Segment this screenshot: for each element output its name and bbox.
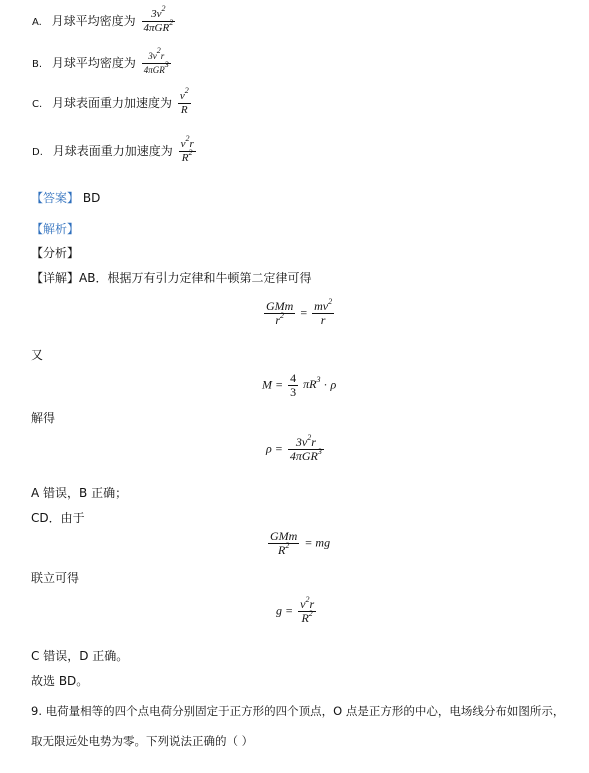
answer-line <box>31 190 100 206</box>
question-9-line1: 9. 电荷量相等的四个点电荷分别固定于正方形的四个顶点，O 点是正方形的中心，电场线分布如图所示， <box>31 704 565 718</box>
option-a-fraction: $\frac{3v^2}{4\pi GR^2}$ <box>143 4 174 34</box>
final-choice: 故选 BD。 <box>31 674 89 688</box>
detail-tag: 【详解】 <box>31 271 80 285</box>
equation-5: g = $\frac{v^2r}{R^2}$ <box>276 595 315 625</box>
option-label: D. <box>32 147 43 158</box>
option-d <box>32 134 198 165</box>
option-b <box>32 46 173 77</box>
result-ab: A 错误，B 正确； <box>31 486 128 500</box>
equation-3: ρ = $\frac{3v^2r}{4\pi GR^3}$ <box>266 433 322 463</box>
answer-value: BD <box>82 191 101 205</box>
equation-2: M = $\frac{4}{3}$ $\pi R^3 \cdot \rho$ <box>262 371 337 399</box>
option-text: 月球平均密度为 <box>51 56 136 70</box>
equation-1: $\frac{\text{GMm}}{r^2}$ = $\frac{mv^2}{r}$ <box>266 297 333 327</box>
result-cd: C 错误，D 正确。 <box>31 649 129 663</box>
option-label: A. <box>32 17 42 28</box>
you-text: 又 <box>31 348 44 362</box>
option-text: 月球平均密度为 <box>51 14 136 28</box>
fenxi-tag: 【分析】 <box>31 246 80 260</box>
option-a <box>32 4 177 35</box>
equation-4: $\frac{\text{GMm}}{R^2}$ = mg <box>270 529 331 557</box>
option-label: C. <box>32 99 43 110</box>
cd-line: CD．由于 <box>31 511 85 525</box>
option-text: 月球表面重力加速度为 <box>52 144 173 158</box>
option-text: 月球表面重力加速度为 <box>52 96 173 110</box>
analysis-tag: 【解析】 <box>31 222 80 236</box>
option-label: B. <box>32 59 43 70</box>
question-9-line2: 取无限远处电势为零。下列说法正确的（ ） <box>31 734 254 748</box>
option-c-fraction: $\frac{v^2}{R}$ <box>179 86 189 116</box>
option-c <box>32 86 193 117</box>
detail-text: AB．根据万有引力定律和牛顿第二定律可得 <box>79 271 312 285</box>
option-d-fraction: $\frac{v^2r}{R^2}$ <box>180 134 194 164</box>
option-b-fraction: $\frac{3v^2r}{4\pi GR^3}$ <box>143 46 169 75</box>
answer-tag: 【答案】 <box>31 191 80 205</box>
detail-line <box>31 270 311 286</box>
lianli-text: 联立可得 <box>31 571 80 585</box>
jiede-text: 解得 <box>31 411 56 425</box>
